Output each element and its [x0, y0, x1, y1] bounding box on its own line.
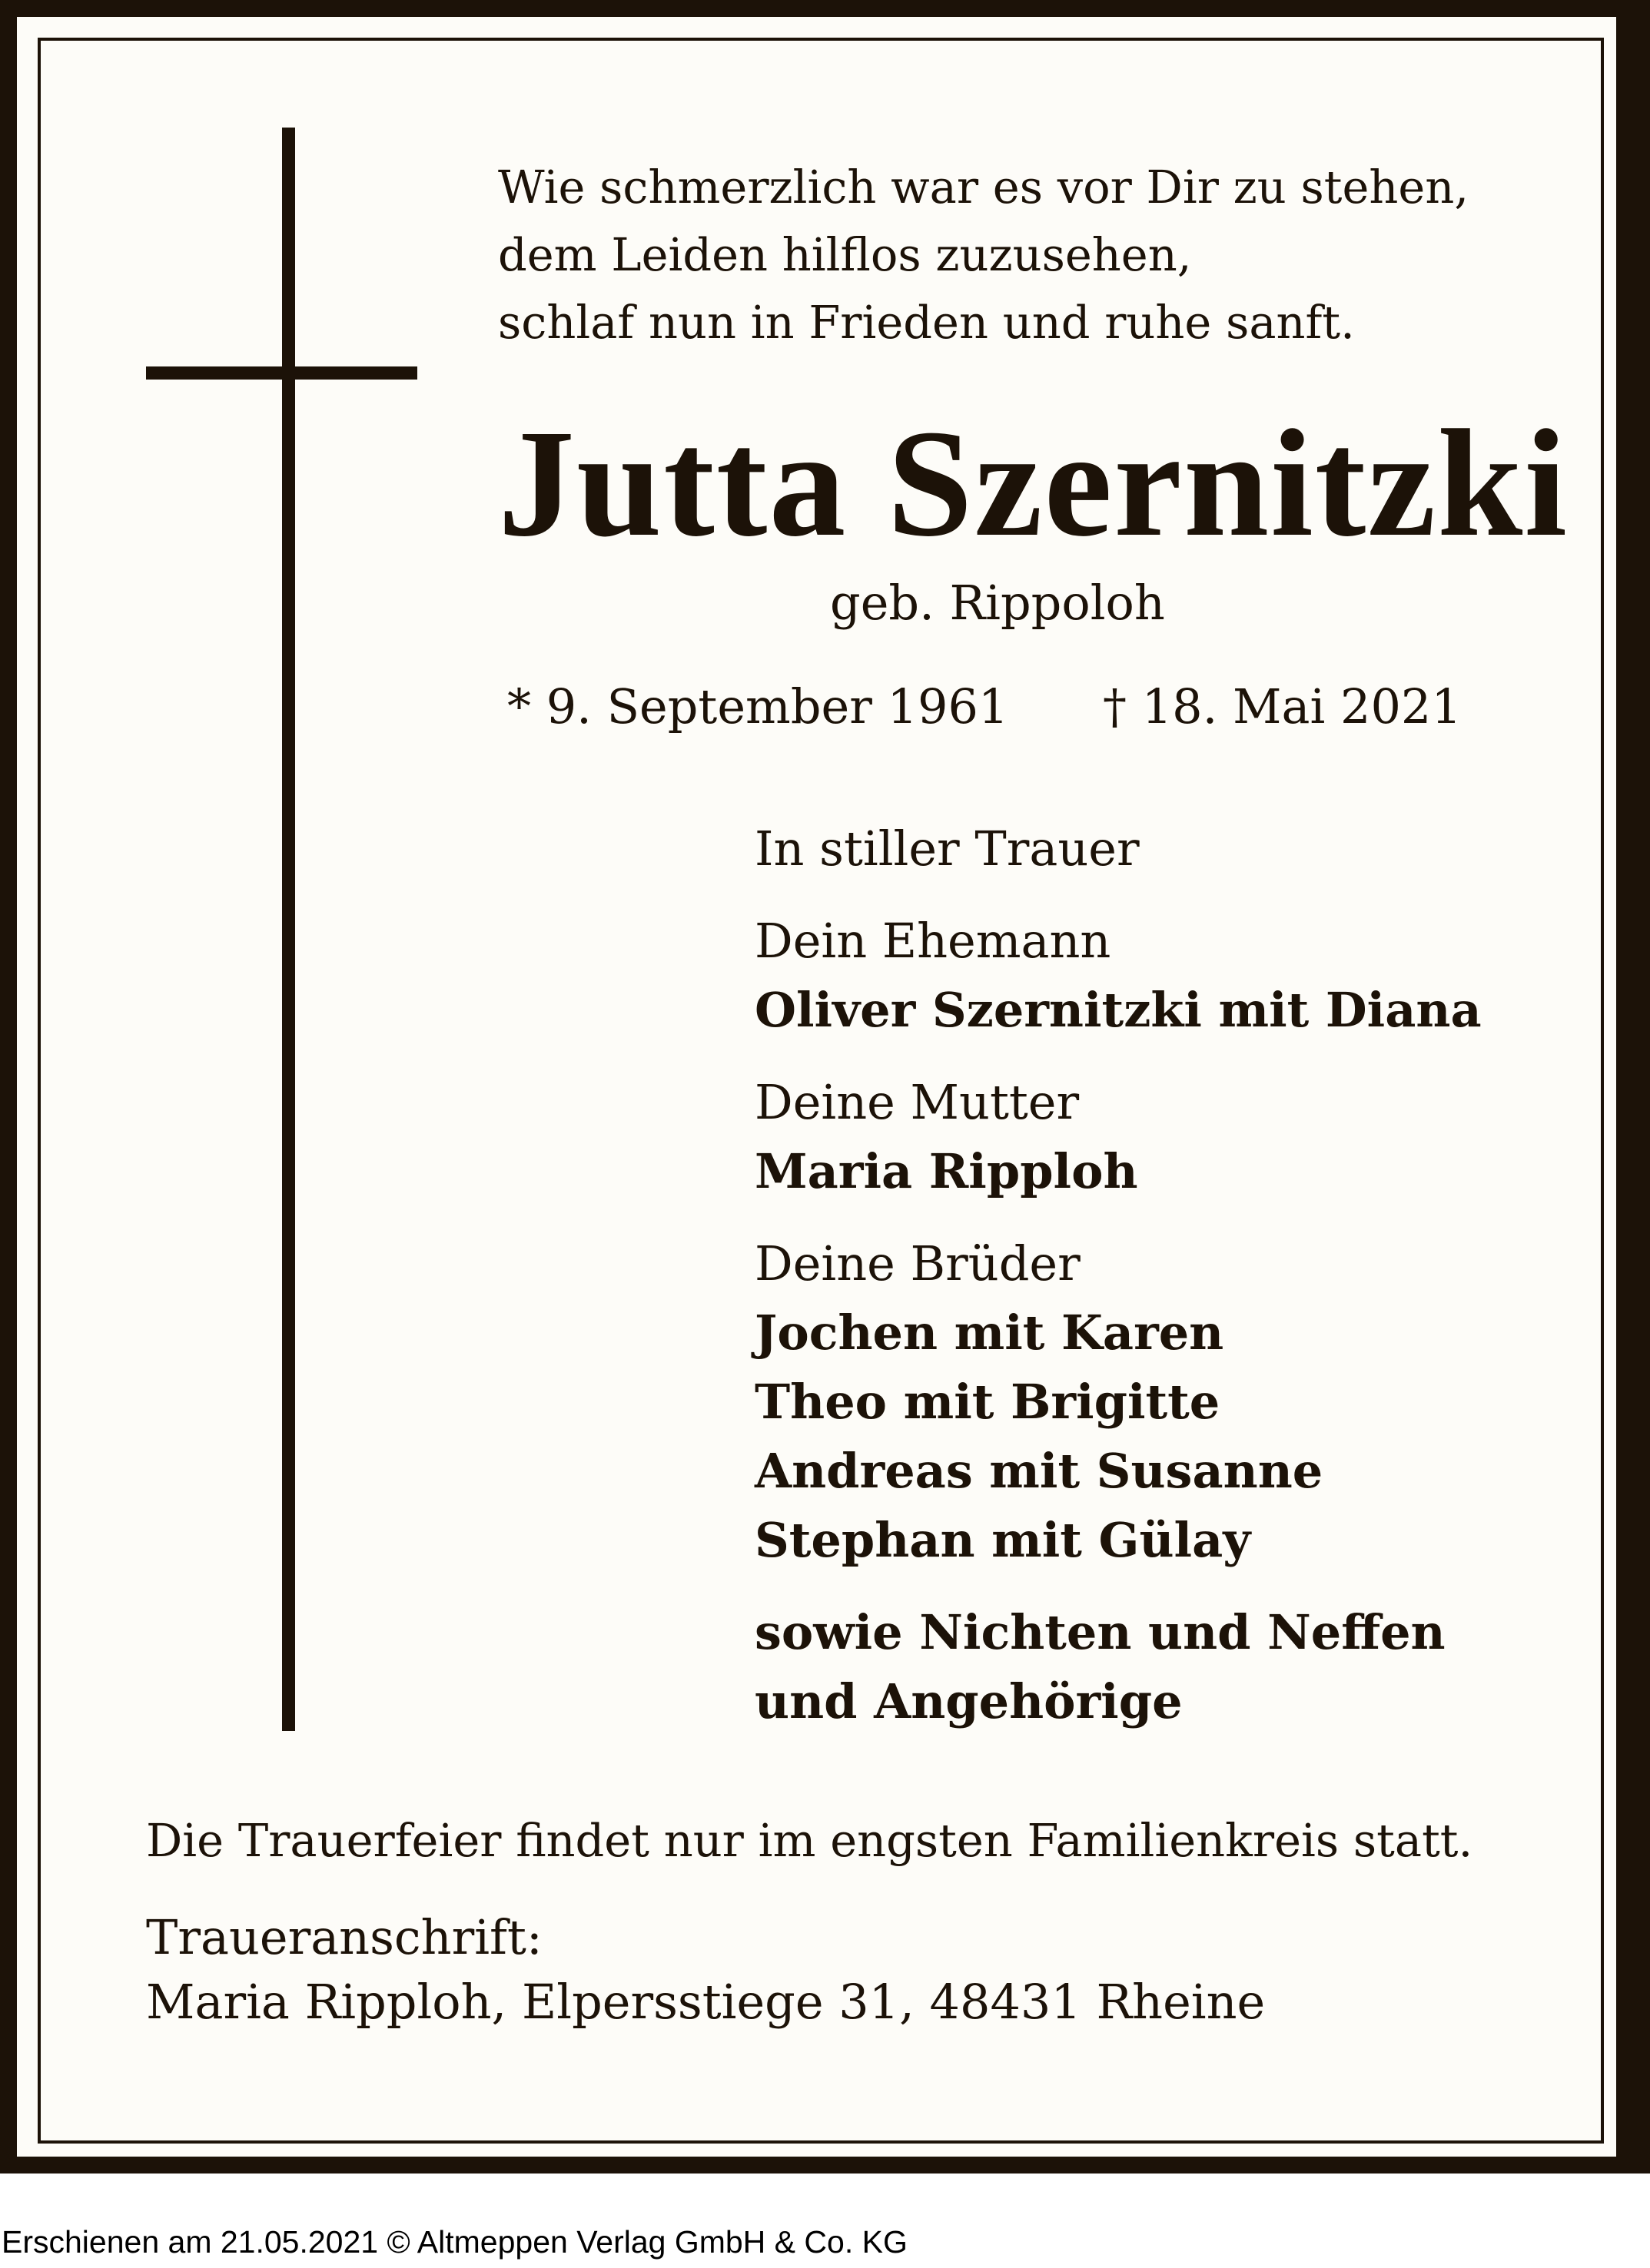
publisher-credit: Erschienen am 21.05.2021 © Altmeppen Verlag GmbH & Co. KG	[2, 2224, 908, 2260]
mourner-group-label: Dein Ehemann	[755, 913, 1111, 969]
poem-line: dem Leiden hilflos zuzusehen,	[498, 228, 1192, 281]
poem-line: schlaf nun in Frieden und ruhe sanft.	[498, 296, 1355, 349]
mourners-intro: In stiller Trauer	[755, 821, 1140, 877]
death-date: † 18. Mai 2021	[1103, 678, 1462, 734]
mourners-extended	[755, 1598, 1482, 1736]
deceased-name: Jutta Szernitzki	[498, 399, 1569, 569]
mourners-list	[755, 814, 1482, 1736]
birth-date: * 9. September 1961	[507, 678, 1009, 734]
funeral-notice: Die Trauerfeier findet nur im engsten Familienkreis statt.	[146, 1814, 1473, 1867]
maiden-name: geb. Rippoloh	[830, 575, 1165, 631]
mourner-name: Oliver Szernitzki mit Diana	[755, 982, 1482, 1038]
mourner-group-husband	[755, 907, 1482, 1045]
address-value: Maria Ripploh, Elpersstiege 31, 48431 Rheine	[146, 1974, 1266, 2030]
cross-icon-horizontal-beam	[146, 366, 417, 380]
mourning-address	[146, 1905, 1265, 2034]
address-label: Traueranschrift:	[146, 1909, 543, 1965]
mourner-extended-line: und Angehörige	[755, 1673, 1183, 1729]
mourner-group-label: Deine Mutter	[755, 1074, 1080, 1130]
mourner-name: Stephan mit Gülay	[755, 1512, 1251, 1568]
mourner-name: Andreas mit Susanne	[755, 1443, 1323, 1499]
mourner-name: Jochen mit Karen	[755, 1305, 1224, 1361]
poem	[498, 154, 1469, 356]
poem-line: Wie schmerzlich war es vor Dir zu stehen,	[498, 161, 1469, 214]
mourner-group-brothers	[755, 1229, 1482, 1575]
mourner-name: Theo mit Brigitte	[755, 1374, 1220, 1430]
mourner-group-label: Deine Brüder	[755, 1235, 1081, 1292]
mourner-name: Maria Ripploh	[755, 1143, 1138, 1199]
mourner-group-mother	[755, 1068, 1482, 1206]
mourner-extended-line: sowie Nichten und Neffen	[755, 1604, 1446, 1660]
